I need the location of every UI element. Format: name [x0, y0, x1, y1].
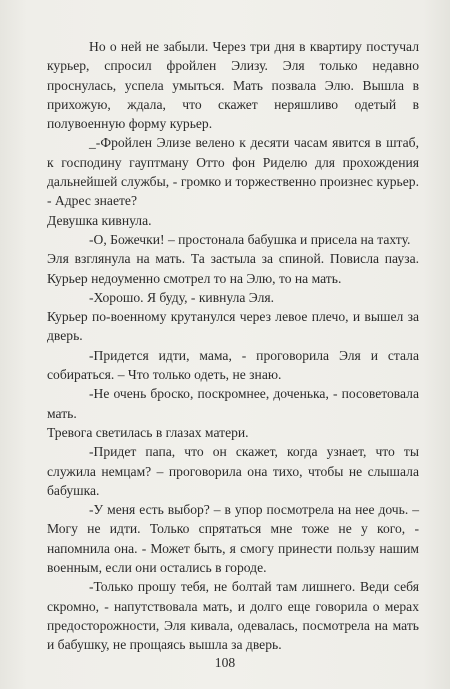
page-body-text — [47, 37, 419, 655]
paragraph: Девушка кивнула. — [47, 212, 152, 228]
paragraph: Тревога светилась в глазах матери. — [47, 424, 249, 440]
page-number: 108 — [214, 655, 236, 670]
paragraph: Но о ней не забыли. Через три дня в квартиру постучал курьер, спросил фройлен Элизу. Эля только недавно проснулась, успела умыться. Мать позвала Элю. Вышла в прихожую, ждала, что скажет неряшливо одетый в полувоенную форму курьер. — [47, 39, 419, 132]
paragraph: _-Фройлен Элизе велено к десяти часам явится в штаб, к господину гауптману Отто фон Риделю для прохождения дальнейшей службы, - громко и торжественно произнес курьер. - Адрес знаете? — [47, 135, 419, 209]
paragraph: Курьер по-военному крутанулся через левое плечо, и вышел за дверь. — [47, 309, 419, 344]
paragraph: -Хорошо. Я буду, - кивнула Эля. — [89, 289, 275, 305]
paragraph: -Не очень броско, поскромнее, доченька, - посоветовала мать. — [47, 386, 419, 421]
paragraph: -Придет папа, что он скажет, когда узнает, что ты служила немцам? – проговорила она тихо, чтобы не слышала бабушка. — [47, 444, 419, 498]
paragraph: -У меня есть выбор? – в упор посмотрела на нее дочь. – Могу не идти. Только спрятаться мне тоже не у кого, - напомнила она. - Может быть, я смогу принести пользу нашим военным, если они остались в городе. — [47, 502, 419, 576]
paragraph: -Только прошу тебя, не болтай там лишнего. Веди себя скромно, - напутствовала мать, и долго еще говорила о мерах предосторожности, Эля кивала, одевалась, посмотрела на мать и бабушку, не прощаясь вышла за дверь. — [47, 579, 419, 653]
paragraph: -О, Божечки! – простонала бабушка и присела на тахту. — [89, 231, 411, 247]
paragraph: Эля взглянула на мать. Та застыла за спиной. Повисла пауза. Курьер недоуменно смотрел то на Элю, то на мать. — [47, 251, 419, 286]
paragraph: -Придется идти, мама, - проговорила Эля и стала собираться. – Что только одеть, не знаю. — [47, 347, 419, 383]
